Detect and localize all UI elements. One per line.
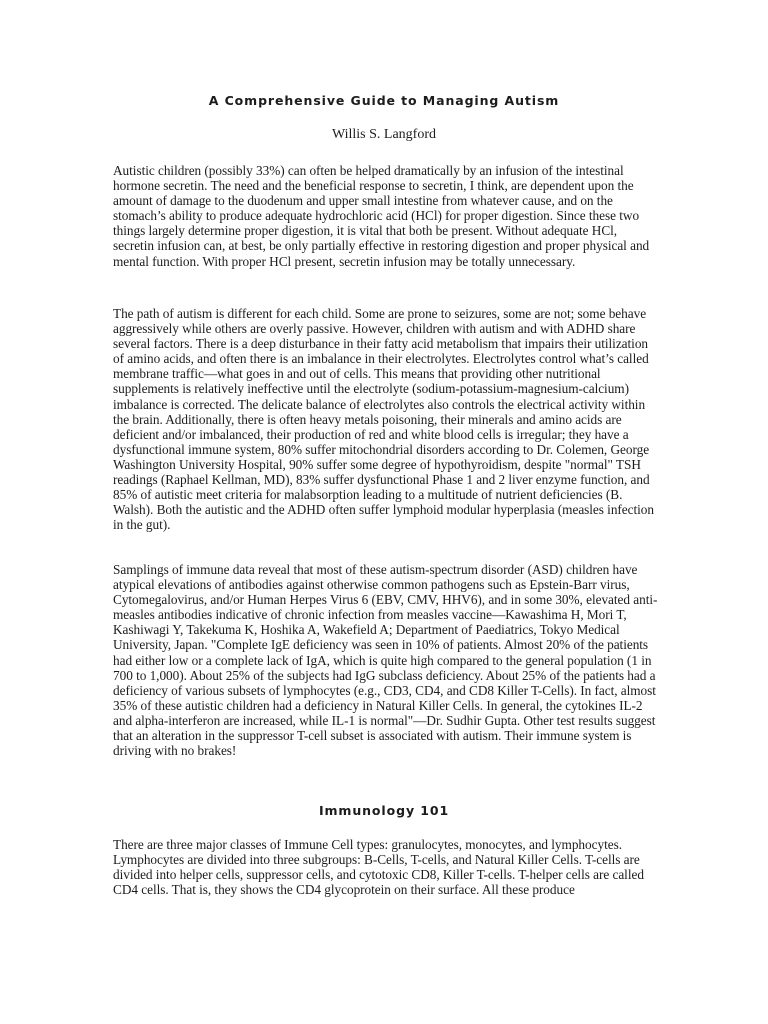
body-paragraph: The path of autism is different for each child. Some are prone to seizures, some are not; some behave aggressively while others are overly passive. However, children with autism and with ADHD share several factors. There is a deep disturbance in their fatty acid metabolism that impairs their utilization of amino acids, and often there is an imbalance in their electrolytes. Electrolytes control what’s called membrane traffic—what goes in and out of cells. This means that providing other nutritional supplements is relatively ineffective until the electrolyte (sodium-potassium-magnesium-calcium) imbalance is corrected. The delicate balance of electrolytes also controls the electrical activity within the brain. Additionally, there is often heavy metals poisoning, their minerals and amino acids are deficient and/or imbalanced, their production of red and white blood cells is irregular; they have a dysfunctional immune system, 80% suffer mitochondrial disorders according to Dr. Colemen, George Washington University Hospital, 90% suffer some degree of hypothyroidism, despite "normal" TSH readings (Raphael Kellman, MD), 83% suffer dysfunctional Phase 1 and 2 liver enzyme function, and 85% of autistic meet criteria for malabsorption leading to a multitude of nutrient deficiencies (B. Walsh). Both the autistic and the ADHD often suffer lymphoid modular hyperplasia (measles infection in the gut). — [113, 306, 654, 533]
document-title: A Comprehensive Guide to Managing Autism — [208, 93, 560, 108]
author-name: Willis S. Langford — [331, 127, 437, 142]
section-paragraph: There are three major classes of Immune Cell types: granulocytes, monocytes, and lymphocytes. Lymphocytes are divided into three subgroups: B-Cells, T-cells, and Natural Killer Cells. T-cells are divided into helper cells, suppressor cells, and cytotoxic CD8, Killer T-cells. T-helper cells are called CD4 cells. That is, they shows the CD4 glycoprotein on their surface. All these produce — [113, 837, 644, 898]
body-paragraph: Autistic children (possibly 33%) can often be helped dramatically by an infusion of the intestinal hormone secretin. The need and the beneficial response to secretin, I think, are dependent upon the amount of damage to the duodenum and upper small intestine from whatever cause, and on the stomach’s ability to produce adequate hydrochloric acid (HCl) for proper digestion. Since these two things largely determine proper digestion, it is vital that both be present. Without adequate HCl, secretin infusion can, at best, be only partially effective in restoring digestion and proper physical and mental function. With proper HCl present, secretin infusion may be totally unnecessary. — [113, 163, 650, 269]
section-heading: Immunology 101 — [318, 803, 450, 818]
body-paragraph: Samplings of immune data reveal that most of these autism-spectrum disorder (ASD) children have atypical elevations of antibodies against otherwise common pathogens such as Epstein-Barr virus, Cytomegalovirus, and/or Human Herpes Virus 6 (EBV, CMV, HHV6), and in some 30%, elevated anti-measles antibodies indicative of chronic infection from measles vaccine—Kawashima H, Mori T, Kashiwagi Y, Takekuma K, Hoshika A, Wakefield A; Department of Paediatrics, Tokyo Medical University, Japan. "Complete IgE deficiency was seen in 10% of patients. Almost 20% of the patients had either low or a complete lack of IgA, which is quite high compared to the general population (1 in 700 to 1,000). About 25% of the subjects had IgG subclass deficiency. About 25% of the patients had a deficiency of various subsets of lymphocytes (e.g., CD3, CD4, and CD8 Killer T-Cells). In fact, almost 35% of these autistic children had a deficiency in Natural Killer Cells. In general, the cytokines IL-2 and alpha-interferon are increased, while IL-1 is normal"—Dr. Sudhir Gupta. Other test results suggest that an alteration in the suppressor T-cell subset is associated with autism. Their immune system is driving with no brakes! — [113, 562, 658, 759]
